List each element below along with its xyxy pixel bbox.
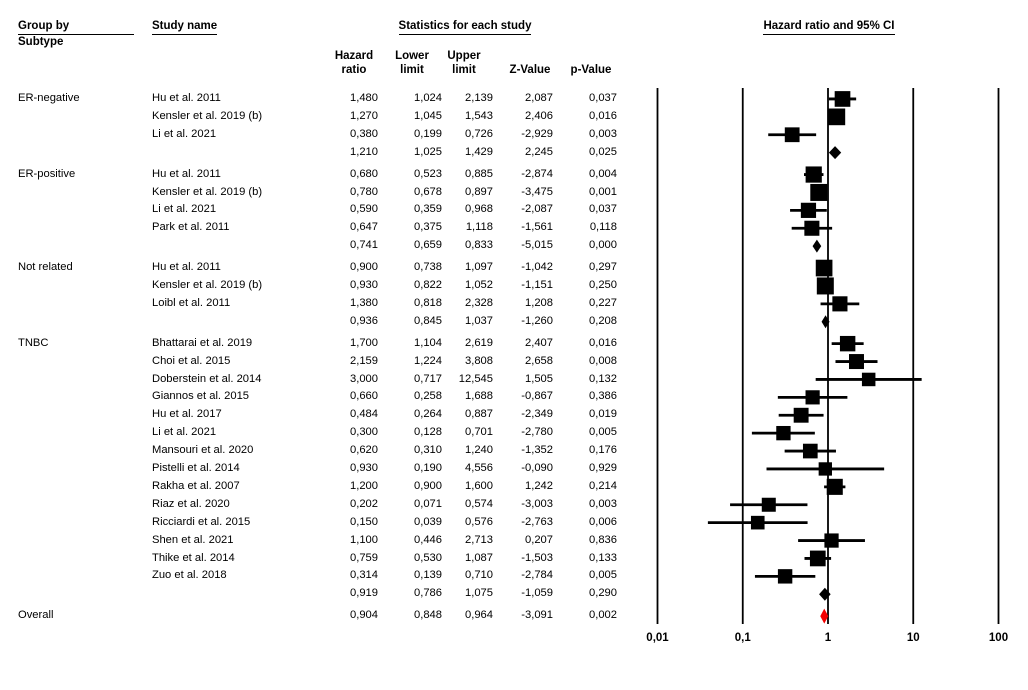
upper-limit-value: 3,808 — [465, 354, 493, 367]
study-name: Rakha et al. 2007 — [152, 479, 240, 492]
hazard-ratio-value: 0,647 — [350, 221, 378, 234]
lower-limit-value: 0,848 — [414, 609, 442, 622]
group-label: Not related — [18, 261, 73, 274]
lower-limit-value: 0,738 — [414, 261, 442, 274]
upper-limit-value: 0,897 — [465, 185, 493, 198]
study-name: Li et al. 2021 — [152, 203, 217, 216]
lower-limit-value: 0,822 — [414, 279, 442, 291]
z-value: 1,208 — [525, 296, 553, 309]
upper-limit-value: 0,701 — [465, 426, 493, 439]
upper-limit-value: 0,968 — [465, 203, 493, 216]
lower-limit-value: 0,900 — [414, 479, 442, 492]
p-value: 0,003 — [589, 127, 617, 140]
hazard-ratio-value: 0,314 — [350, 569, 378, 582]
study-name: Ricciardi et al. 2015 — [152, 515, 251, 528]
stat-column-header: Upper — [447, 50, 481, 62]
group-label: ER-positive — [18, 167, 76, 180]
z-value: 2,407 — [525, 336, 553, 349]
effect-square — [824, 533, 838, 547]
axis-tick-label: 10 — [906, 632, 920, 644]
study-name: Pistelli et al. 2014 — [152, 462, 240, 474]
effect-square — [862, 373, 876, 387]
lower-limit-value: 0,717 — [414, 372, 442, 385]
upper-limit-value: 2,328 — [465, 296, 493, 309]
p-value: 0,005 — [589, 426, 617, 439]
p-value: 0,016 — [589, 336, 617, 349]
upper-limit-value: 0,576 — [465, 515, 493, 528]
lower-limit-value: 0,530 — [414, 551, 442, 564]
upper-limit-value: 2,619 — [465, 336, 493, 349]
hazard-ratio-value: 0,904 — [350, 609, 378, 622]
subtotal-diamond — [813, 240, 822, 253]
overall-diamond — [820, 609, 828, 624]
hazard-ratio-value: 0,484 — [350, 408, 378, 421]
effect-square — [829, 109, 846, 126]
z-value: -0,867 — [521, 390, 553, 403]
p-value: 0,214 — [589, 479, 617, 492]
hazard-ratio-value: 1,100 — [350, 533, 378, 546]
upper-limit-value: 1,600 — [465, 479, 493, 492]
group-label: TNBC — [18, 336, 49, 349]
z-value: 1,505 — [525, 372, 553, 385]
effect-square — [804, 221, 819, 236]
effect-square — [817, 277, 834, 294]
subtotal-diamond — [819, 588, 831, 601]
hazard-ratio-value: 1,380 — [350, 296, 378, 309]
upper-limit-value: 1,688 — [465, 390, 493, 403]
z-value: 2,658 — [525, 354, 553, 367]
hazard-ratio-value: 1,700 — [350, 336, 378, 349]
effect-square — [803, 444, 818, 459]
hazard-ratio-value: 0,759 — [350, 551, 378, 564]
stat-column-header: limit — [400, 64, 424, 76]
z-value: -3,091 — [521, 609, 553, 622]
upper-limit-value: 0,885 — [465, 167, 493, 180]
subtotal-diamond — [829, 146, 841, 159]
upper-limit-value: 0,726 — [465, 127, 493, 140]
study-name: Hu et al. 2011 — [152, 92, 221, 104]
p-value: 0,132 — [589, 372, 617, 385]
upper-limit-value: 2,139 — [465, 92, 493, 104]
hazard-ratio-value: 1,210 — [350, 145, 378, 158]
effect-square — [810, 184, 827, 201]
p-value: 0,250 — [589, 279, 617, 291]
study-name: Hu et al. 2011 — [152, 261, 221, 274]
p-value: 0,037 — [589, 92, 617, 104]
lower-limit-value: 0,071 — [414, 497, 442, 510]
z-value: -1,503 — [521, 551, 553, 564]
z-value: -2,087 — [521, 203, 553, 216]
hazard-ratio-value: 0,780 — [350, 185, 378, 198]
p-value: 0,290 — [589, 587, 617, 600]
p-value: 0,929 — [589, 462, 617, 474]
study-name: Riaz et al. 2020 — [152, 497, 230, 510]
z-value: -2,780 — [521, 426, 553, 439]
lower-limit-value: 0,523 — [414, 167, 442, 180]
lower-limit-value: 0,190 — [414, 462, 442, 474]
study-name: Park et al. 2011 — [152, 221, 230, 234]
group-label: Overall — [18, 609, 54, 622]
z-value: 2,245 — [525, 145, 553, 158]
z-value: -2,349 — [521, 408, 553, 421]
statistics-title: Statistics for each study — [399, 20, 532, 35]
effect-square — [849, 354, 864, 369]
stat-column-header: Hazard — [334, 50, 374, 62]
lower-limit-value: 1,045 — [414, 109, 442, 122]
lower-limit-value: 0,786 — [414, 587, 442, 600]
lower-limit-value: 0,264 — [414, 408, 442, 421]
p-value: 0,003 — [589, 497, 617, 510]
upper-limit-value: 0,833 — [465, 239, 493, 252]
p-value: 0,002 — [589, 609, 617, 622]
effect-square — [816, 260, 833, 277]
effect-square — [751, 516, 765, 530]
hazard-ratio-value: 0,380 — [350, 127, 378, 140]
group-by-label: Group by — [18, 20, 70, 32]
effect-square — [778, 569, 792, 583]
lower-limit-value: 0,659 — [414, 239, 442, 252]
hazard-ratio-value: 0,620 — [350, 444, 378, 457]
p-value: 0,000 — [589, 239, 617, 252]
upper-limit-value: 1,087 — [465, 551, 493, 564]
p-value: 0,001 — [589, 185, 617, 198]
z-value: -2,784 — [521, 569, 553, 582]
upper-limit-value: 4,556 — [465, 462, 493, 474]
hazard-ratio-value: 0,930 — [350, 279, 378, 291]
hazard-ratio-value: 0,930 — [350, 462, 378, 474]
upper-limit-value: 0,574 — [465, 497, 493, 510]
effect-square — [794, 408, 809, 423]
upper-limit-value: 1,543 — [465, 109, 493, 122]
p-value: 0,386 — [589, 390, 617, 403]
p-value: 0,019 — [589, 408, 617, 421]
study-name: Choi et al. 2015 — [152, 354, 231, 367]
study-name: Kensler et al. 2019 (b) — [152, 109, 263, 122]
lower-limit-value: 0,845 — [414, 314, 442, 327]
lower-limit-value: 1,224 — [414, 354, 442, 367]
axis-tick-label: 0,1 — [734, 632, 751, 644]
lower-limit-value: 0,678 — [414, 185, 442, 198]
effect-square — [840, 336, 855, 351]
hazard-ratio-value: 0,919 — [350, 587, 378, 600]
lower-limit-value: 1,104 — [414, 336, 442, 349]
p-value: 0,227 — [589, 296, 617, 309]
p-value: 0,016 — [589, 109, 617, 122]
hazard-ratio-value: 1,270 — [350, 109, 378, 122]
stat-column-header: Z-Value — [509, 64, 551, 76]
hazard-ratio-value: 3,000 — [350, 372, 378, 385]
lower-limit-value: 0,128 — [414, 426, 442, 439]
z-value: -5,015 — [521, 239, 553, 252]
hazard-ratio-value: 1,480 — [350, 92, 378, 104]
effect-square — [810, 551, 826, 567]
p-value: 0,133 — [589, 551, 617, 564]
upper-limit-value: 0,710 — [465, 569, 493, 582]
lower-limit-value: 0,139 — [414, 569, 442, 582]
effect-square — [776, 426, 790, 440]
hazard-ratio-value: 0,660 — [350, 390, 378, 403]
p-value: 0,118 — [589, 221, 617, 234]
hazard-ratio-value: 1,200 — [350, 479, 378, 492]
study-name: Loibl et al. 2011 — [152, 296, 231, 309]
upper-limit-value: 1,097 — [465, 261, 493, 274]
z-value: 0,207 — [525, 533, 553, 546]
z-value: -2,929 — [521, 127, 553, 140]
stat-column-header: limit — [452, 64, 476, 76]
upper-limit-value: 0,964 — [465, 609, 493, 622]
study-name: Hu et al. 2011 — [152, 167, 221, 180]
z-value: -1,151 — [521, 279, 553, 291]
z-value: -1,260 — [521, 314, 553, 327]
upper-limit-value: 1,429 — [465, 145, 493, 158]
hazard-ratio-value: 0,202 — [350, 497, 378, 510]
upper-limit-value: 2,713 — [465, 533, 493, 546]
effect-square — [785, 127, 800, 142]
upper-limit-value: 12,545 — [458, 372, 493, 385]
lower-limit-value: 1,024 — [414, 92, 442, 104]
hazard-ratio-value: 0,936 — [350, 314, 378, 327]
p-value: 0,208 — [589, 314, 617, 327]
hazard-ratio-value: 0,590 — [350, 203, 378, 216]
study-name-label: Study name — [152, 20, 217, 35]
p-value: 0,025 — [589, 145, 617, 158]
z-value: 2,406 — [525, 109, 553, 122]
p-value: 0,297 — [589, 261, 617, 274]
effect-square — [819, 462, 832, 475]
upper-limit-value: 1,037 — [465, 314, 493, 327]
z-value: -3,475 — [521, 185, 553, 198]
z-value: -1,059 — [521, 587, 553, 600]
hazard-ratio-value: 0,300 — [350, 426, 378, 439]
hazard-ratio-value: 0,900 — [350, 261, 378, 274]
stat-column-header: p-Value — [570, 64, 612, 76]
p-value: 0,037 — [589, 203, 617, 216]
upper-limit-value: 1,118 — [465, 221, 493, 234]
study-name: Bhattarai et al. 2019 — [152, 336, 253, 349]
stat-column-header: Lower — [395, 50, 429, 62]
hazard-ratio-value: 0,741 — [350, 239, 378, 252]
z-value: -0,090 — [521, 462, 553, 474]
axis-tick-label: 100 — [988, 632, 1009, 644]
study-name: Kensler et al. 2019 (b) — [152, 185, 263, 198]
hazard-ratio-value: 0,680 — [350, 167, 378, 180]
z-value: -1,042 — [521, 261, 553, 274]
lower-limit-value: 0,199 — [414, 127, 442, 140]
z-value: -2,763 — [521, 515, 553, 528]
hazard-ratio-value: 2,159 — [350, 354, 378, 367]
stat-column-header: ratio — [341, 64, 367, 76]
z-value: 2,087 — [525, 92, 553, 104]
effect-square — [762, 498, 776, 512]
effect-square — [806, 390, 820, 404]
lower-limit-value: 0,039 — [414, 515, 442, 528]
axis-tick-label: 1 — [824, 632, 832, 644]
z-value: -3,003 — [521, 497, 553, 510]
lower-limit-value: 0,446 — [414, 533, 442, 546]
p-value: 0,176 — [589, 444, 617, 457]
study-name: Thike et al. 2014 — [152, 551, 235, 564]
effect-square — [801, 203, 816, 218]
upper-limit-value: 1,075 — [465, 587, 493, 600]
lower-limit-value: 0,359 — [414, 203, 442, 216]
plot-title: Hazard ratio and 95% CI — [763, 20, 894, 35]
upper-limit-value: 1,240 — [465, 444, 493, 457]
group-label: ER-negative — [18, 92, 80, 104]
p-value: 0,005 — [589, 569, 617, 582]
axis-tick-label: 0,01 — [646, 632, 669, 644]
lower-limit-value: 0,258 — [414, 390, 442, 403]
study-name: Doberstein et al. 2014 — [152, 372, 262, 385]
effect-square — [806, 166, 822, 182]
effect-square — [827, 479, 843, 495]
p-value: 0,008 — [589, 354, 617, 367]
z-value: -1,352 — [521, 444, 553, 457]
upper-limit-value: 1,052 — [465, 279, 493, 291]
p-value: 0,004 — [589, 167, 617, 180]
lower-limit-value: 1,025 — [414, 145, 442, 158]
z-value: -2,874 — [521, 167, 553, 180]
study-name: Li et al. 2021 — [152, 127, 217, 140]
hazard-ratio-value: 0,150 — [350, 515, 378, 528]
lower-limit-value: 0,818 — [414, 296, 442, 309]
p-value: 0,836 — [589, 533, 617, 546]
study-name: Shen et al. 2021 — [152, 533, 234, 546]
study-name: Hu et al. 2017 — [152, 408, 222, 421]
lower-limit-value: 0,310 — [414, 444, 442, 457]
z-value: 1,242 — [525, 479, 553, 492]
upper-limit-value: 0,887 — [465, 408, 493, 421]
lower-limit-value: 0,375 — [414, 221, 442, 234]
study-name: Kensler et al. 2019 (b) — [152, 279, 263, 291]
subtype-label: Subtype — [18, 36, 64, 48]
effect-square — [835, 91, 851, 107]
z-value: -1,561 — [521, 221, 553, 234]
study-name: Mansouri et al. 2020 — [152, 444, 254, 457]
study-name: Li et al. 2021 — [152, 426, 217, 439]
effect-square — [832, 296, 847, 311]
study-name: Giannos et al. 2015 — [152, 390, 250, 403]
p-value: 0,006 — [589, 515, 617, 528]
study-name: Zuo et al. 2018 — [152, 569, 227, 582]
